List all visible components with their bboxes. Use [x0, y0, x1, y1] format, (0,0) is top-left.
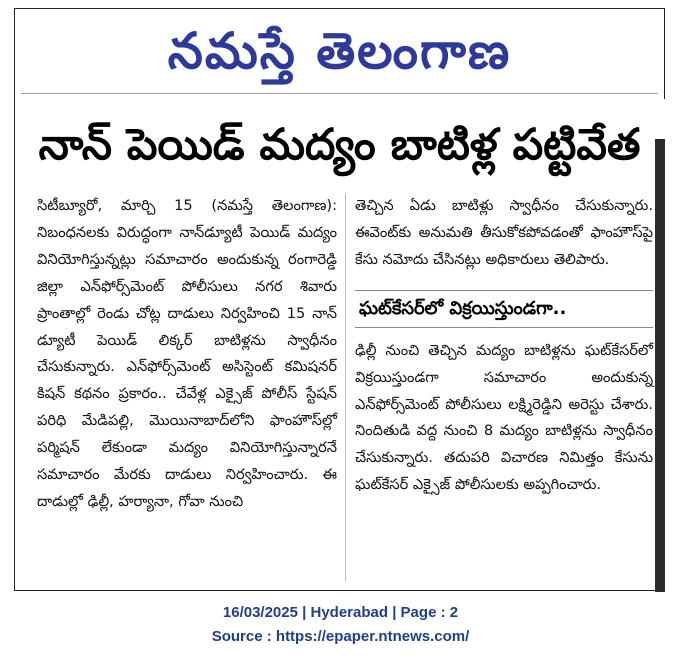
source-caption: Source : https://epaper.ntnews.com/	[211, 628, 470, 645]
right-column-paragraph-1: తెచ్చిన ఏడు బాటిళ్లు స్వాధీనం చేసుకున్నారు. ఈవెంట్‌కు అనుమతి తీసుకోకపోవడంతో ఫాంహౌస్‌పై కేసు నమోదు చేసినట్లు అధికారులు తెలిపారు.	[355, 197, 653, 268]
edge-stripe-notch	[655, 99, 665, 139]
article-headline: నాన్ పెయిడ్ మద్యం బాటిళ్ల పట్టివేత	[38, 120, 641, 170]
article-right-column	[355, 193, 653, 499]
article-left-column	[37, 193, 337, 516]
masthead-logo: నమస్తే తెలంగాణ	[167, 22, 512, 80]
right-column-paragraph-2: ఢిల్లీ నుంచి తెచ్చిన మద్యం బాటిళ్లను ఘట్‌కేసర్‌లో విక్రయిస్తుండగా సమాచారం అందుకున్న ఎన్‌ఫోర్స్‌మెంట్ పోలీసులు లక్ష్మిరెడ్డిని అరెస్టు చేశారు. నిందితుడి వద్ద నుంచి 8 మద్యం బాటిళ్లను స్వాధీనం చేసుకున్నారు. తదుపరి విచారణ నిమిత్తం కేసును ఘట్‌కేసర్ ఎక్సైజ్ పోలీసులకు అప్పగించారు.	[355, 341, 653, 494]
masthead-divider	[21, 93, 658, 94]
subhead-box	[355, 290, 653, 328]
newspaper-clipping	[14, 8, 665, 591]
date-page-caption: 16/03/2025 | Hyderabad | Page : 2	[222, 604, 459, 621]
left-column-paragraph: సిటీబ్యూరో, మార్చి 15 (నమస్తే తెలంగాణ): నిబంధనలకు విరుద్ధంగా నాన్‌డ్యూటీ పెయిడ్ మద్యం వినియోగిస్తున్నట్లు సమాచారం అందుకున్న రంగారెడ్డి జిల్లా ఎన్‌ఫోర్స్‌మెంట్ పోలీసులు నగర శివారు ప్రాంతాల్లో రెండు చోట్ల దాడులు నిర్వహించి 15 నాన్ డ్యూటీ పెయిడ్ లిక్కర్ బాటిళ్లను స్వాధీనం చేసుకున్నారు. ఎన్‌ఫోర్స్‌మెంట్ అసిస్టెంట్ కమిషనర్ కిషన్ కథనం ప్రకారం.. చేవేళ్ల ఎక్సైజ్ పోలీస్ స్టేషన్ పరిధి మేడిపల్లి, మొయినాబాద్‌లోని ఫాంహౌస్‌ల్లో పర్మిషన్ లేకుండా మద్యం వినియోగిస్తున్నారనే సమాచారం మేరకు దాడులు నిర్వహించారు. ఈ దాడుల్లో ఢిల్లీ, హర్యానా, గోవా నుంచి	[37, 197, 337, 510]
column-divider	[345, 193, 346, 581]
article-subhead: ఘట్‌కేసర్‌లో విక్రయిస్తుండగా..	[359, 297, 567, 319]
edge-stripe	[655, 99, 665, 592]
